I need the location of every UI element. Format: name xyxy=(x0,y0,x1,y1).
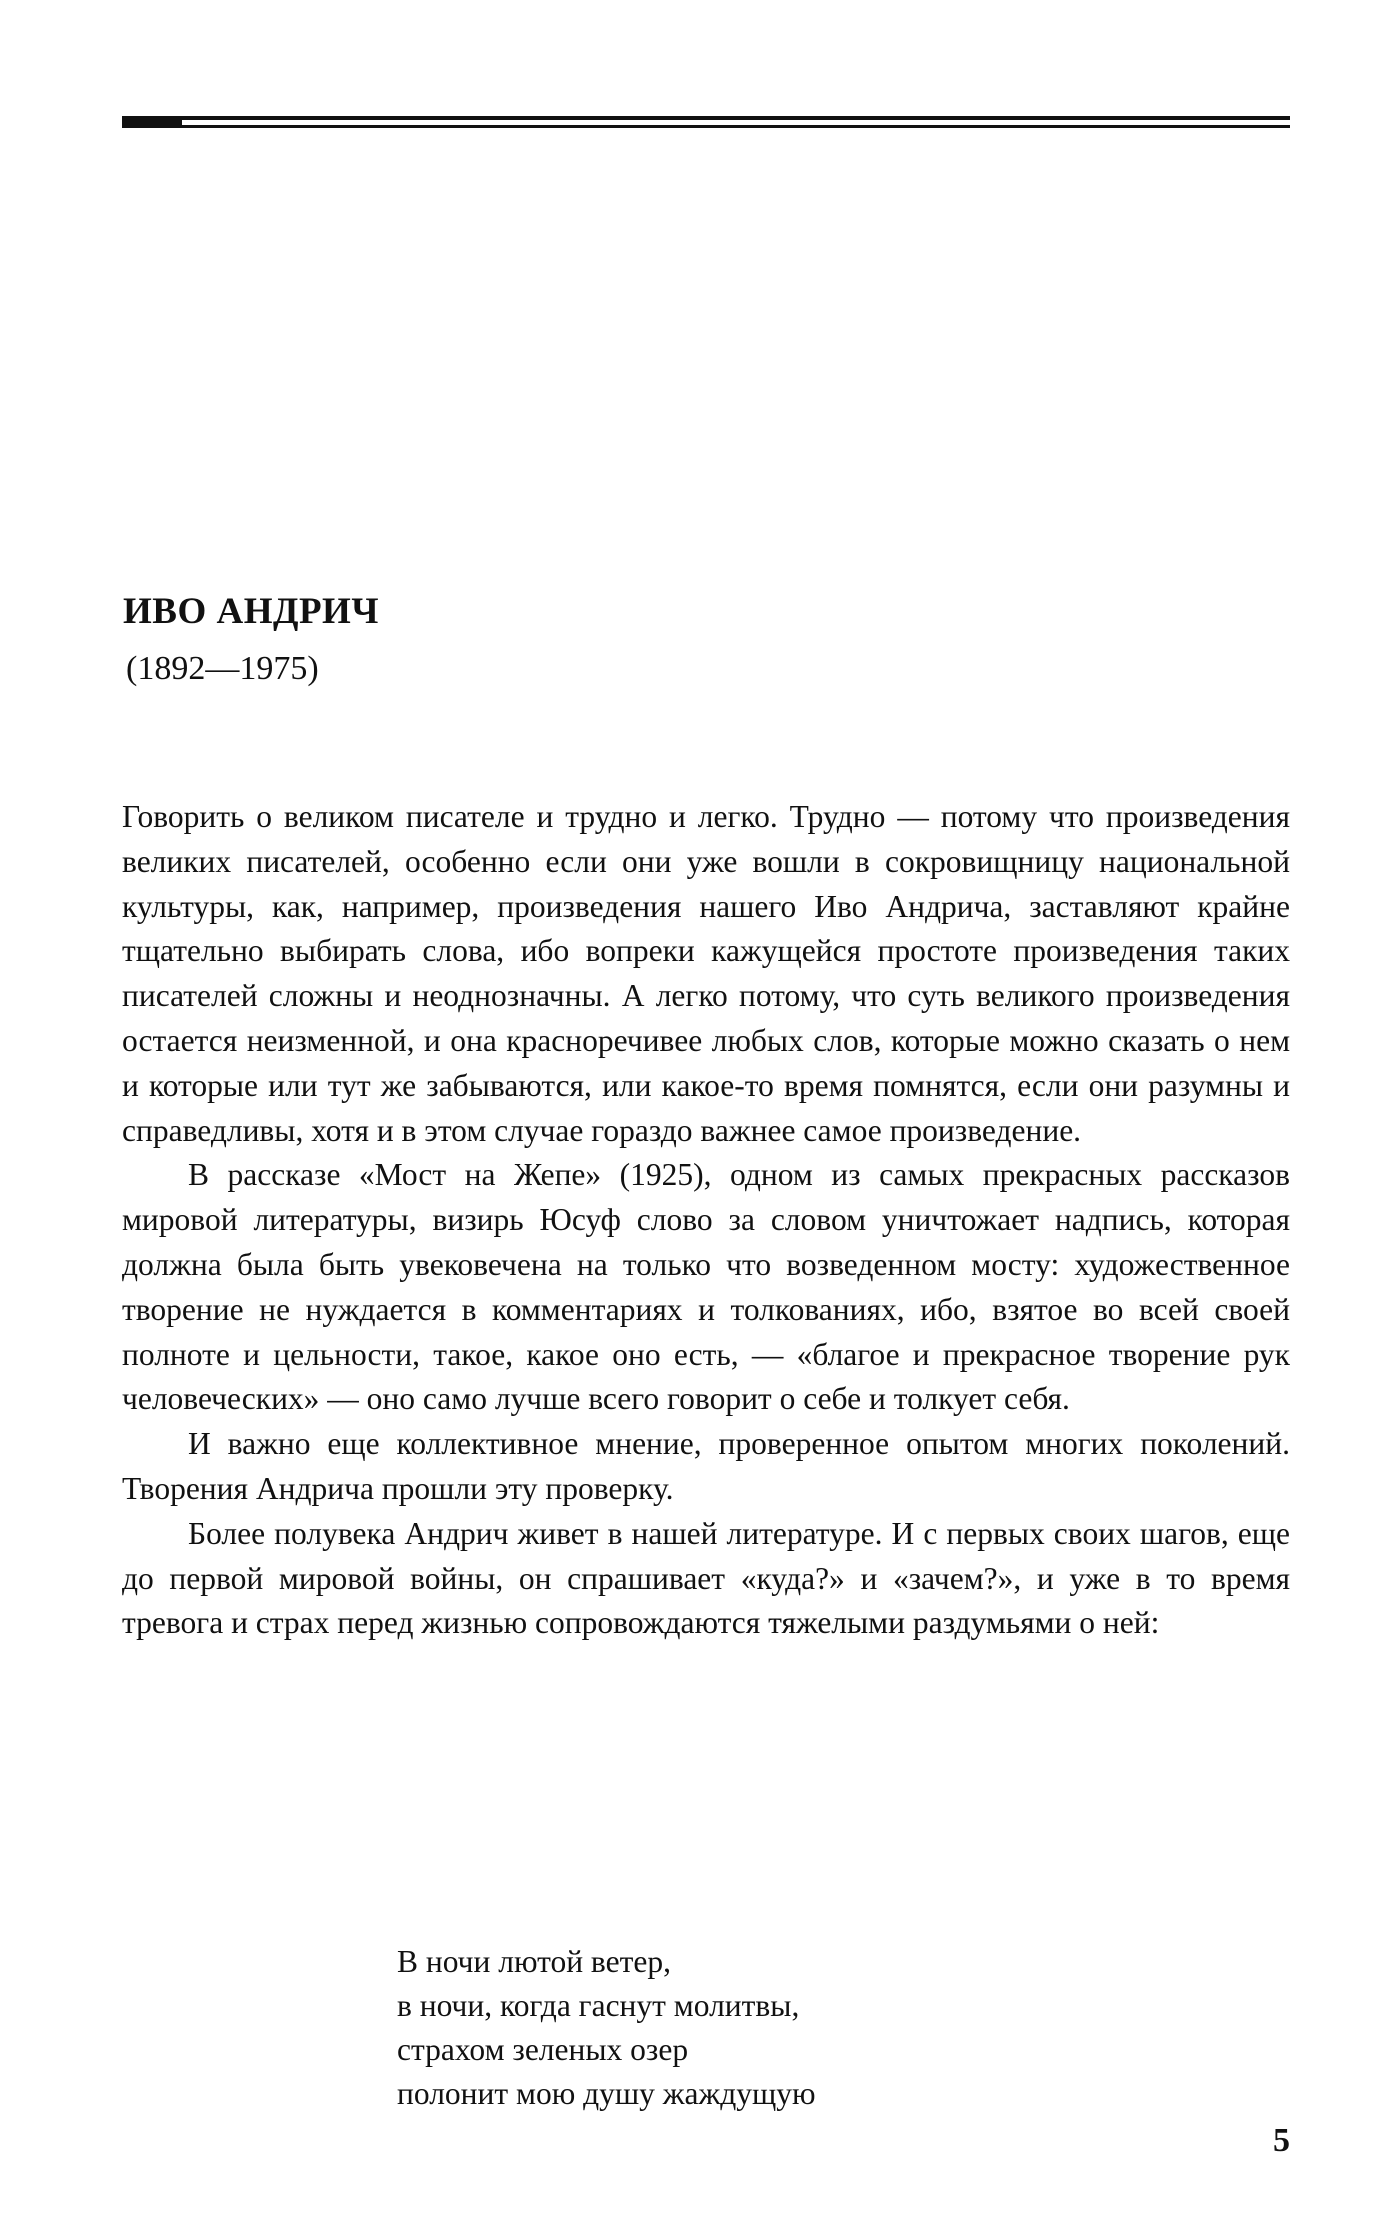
poem-line-3: страхом зеленых озер xyxy=(397,2032,689,2067)
paragraph-1: Говорить о великом писателе и трудно и легко. Трудно — потому что произведения великих писателей, особенно если они уже вошли в сокровищницу национальной культуры, как, например, произведения нашего Иво Андрича, заставляют крайне тщательно выбирать слова, ибо вопреки кажущейся простоте произведения таких писателей сложны и неоднозначны. А легко потому, что суть великого произведения остается неизменной, и она красноречивее любых слов, которые можно сказать о нем и которые или тут же забываются, или какое-то время помнятся, если они разумны и справедливы, хотя и в этом случае гораздо важнее самое произведение. xyxy=(122,799,1290,1148)
poem-quote xyxy=(397,1940,816,2116)
paragraph-4: Более полувека Андрич живет в нашей литературе. И с первых своих шагов, еще до первой мировой войны, он спрашивает «куда?» и «зачем?», и уже в то время тревога и страх перед жизнью сопровождаются тяжелыми раздумьями о ней: xyxy=(122,1515,1290,1641)
poem-line-1: В ночи лютой ветер, xyxy=(397,1944,671,1979)
article-body xyxy=(122,795,1290,1646)
paragraph-3: И важно еще коллективное мнение, проверенное опытом многих поколений. Творения Андрича прошли эту проверку. xyxy=(122,1426,1290,1506)
paragraph-2: В рассказе «Мост на Жепе» (1925), одном из самых прекрасных рассказов мировой литературы, визирь Юсуф слово за словом уничтожает надпись, которая должна была быть увековечена на только что возведенном мосту: художественное творение не нуждается в комментариях и толкованиях, ибо, взятое во всей своей полноте и цельности, такое, какое оно есть, — «благое и прекрасное творение рук человеческих» — оно само лучше всего говорит о себе и толкует себя. xyxy=(122,1157,1290,1417)
header-rule xyxy=(122,116,1290,132)
poem-line-4: полонит мою душу жаждущую xyxy=(397,2076,816,2111)
author-name: ИВО АНДРИЧ xyxy=(123,591,379,632)
page-number: 5 xyxy=(1273,2122,1290,2159)
poem-line-2: в ночи, когда гаснут молитвы, xyxy=(397,1988,800,2023)
author-years: (1892—1975) xyxy=(126,650,319,687)
